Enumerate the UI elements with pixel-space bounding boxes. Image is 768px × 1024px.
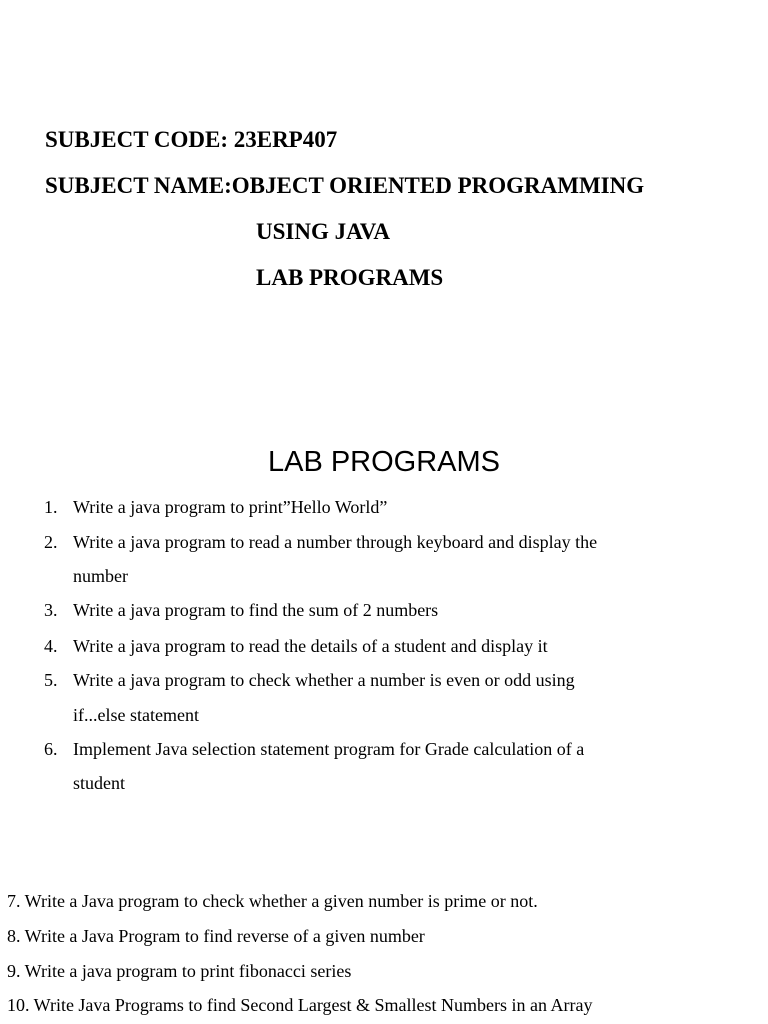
list-item-number: 6.: [44, 739, 58, 759]
plain-list-item: 7. Write a Java program to check whether a given number is prime or not.: [7, 891, 538, 911]
list-item-text: Implement Java selection statement program for Grade calculation of a: [73, 739, 585, 759]
list-item-text: number: [73, 566, 128, 586]
plain-list-item: 9. Write a java program to print fibonacci series: [7, 961, 352, 981]
subject-name-continuation: USING JAVA: [256, 219, 391, 244]
list-item-number: 1.: [44, 497, 58, 517]
list-item-number: 5.: [44, 670, 58, 690]
list-item-number: 3.: [44, 600, 58, 620]
list-item-text: Write a java program to check whether a number is even or odd using: [73, 670, 575, 690]
plain-list-item: 8. Write a Java Program to find reverse of a given number: [7, 926, 425, 946]
list-item-number: 2.: [44, 532, 58, 552]
section-title: LAB PROGRAMS: [267, 446, 501, 478]
list-item-text: Write a java program to read the details of a student and display it: [73, 636, 548, 656]
list-item-text: Write a java program to print”Hello World”: [73, 497, 388, 517]
list-item-text: Write a java program to find the sum of 2 numbers: [73, 600, 439, 620]
list-item-number: 4.: [44, 636, 58, 656]
subject-name: SUBJECT NAME:OBJECT ORIENTED PROGRAMMING: [45, 173, 645, 198]
plain-list-item: 10. Write Java Programs to find Second Largest & Smallest Numbers in an Array: [7, 995, 593, 1015]
list-item-text: if...else statement: [73, 705, 199, 725]
subject-code: SUBJECT CODE: 23ERP407: [45, 127, 338, 152]
list-item-text: student: [73, 773, 125, 793]
lab-programs-subtitle: LAB PROGRAMS: [256, 265, 444, 290]
list-item-text: Write a java program to read a number through keyboard and display the: [73, 532, 598, 552]
